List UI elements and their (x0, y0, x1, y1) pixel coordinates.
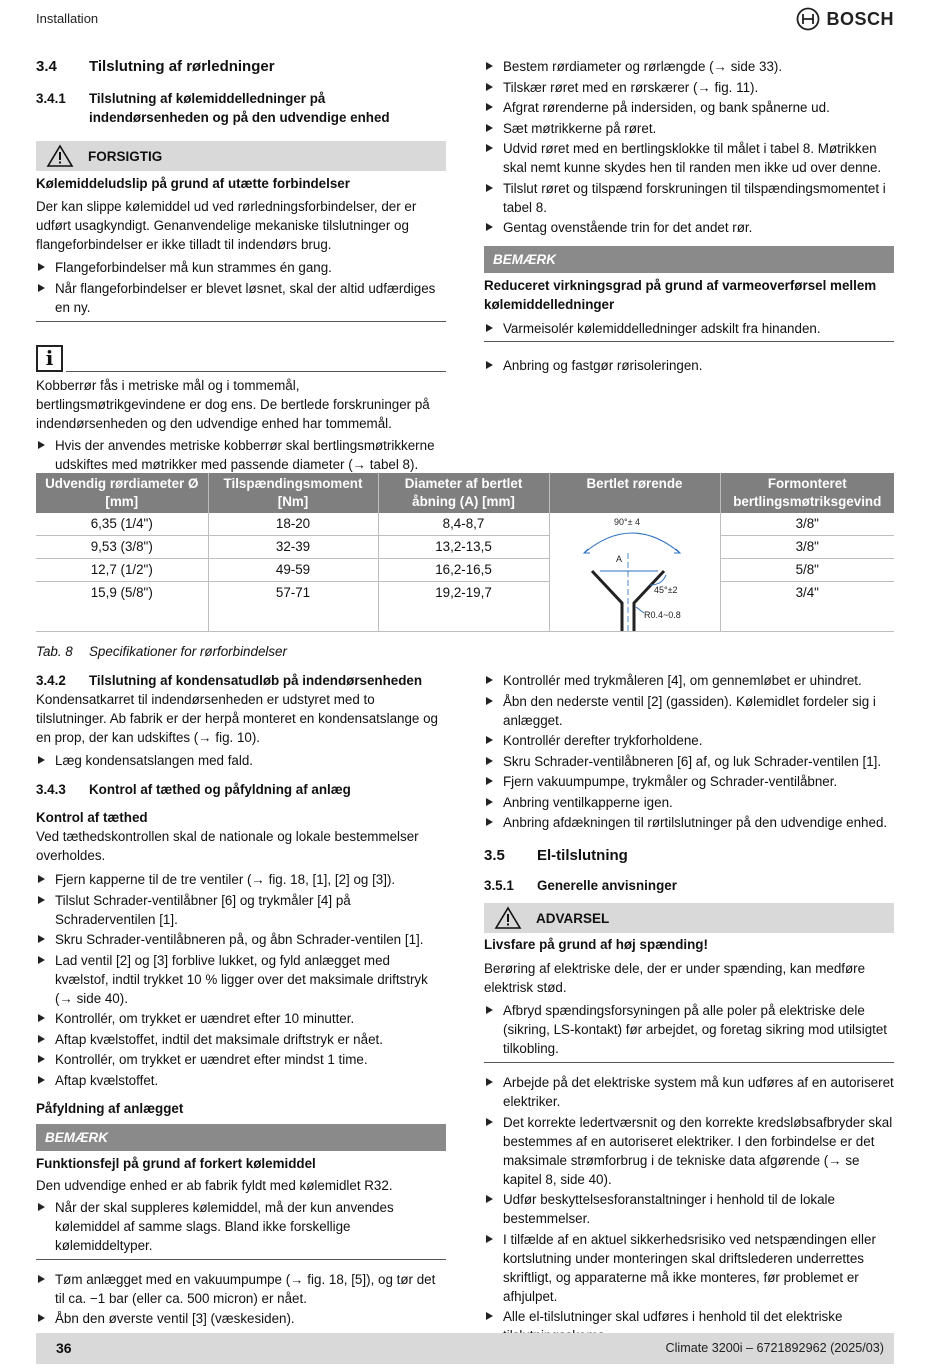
list-item: Åbn den øverste ventil [3] (væskesiden). (36, 1309, 446, 1328)
electrical-list (484, 1073, 894, 1345)
left-column-top (36, 57, 446, 478)
table-cell: 16,2-16,5 (378, 559, 549, 582)
list-item: Tøm anlægget med en vakuumpumpe (→ fig. 18, [5]), og tør det til ca. −1 bar (eller ca. 500 micron) er nået. (36, 1270, 446, 1308)
list-item: Tilslut røret og tilspænd forskruningen til tilspændingsmomentet i tabel 8. (484, 179, 894, 217)
footer-bar (36, 1333, 894, 1364)
note-bar: BEMÆRK (36, 1124, 446, 1151)
info-text: Kobberrør fås i metriske mål og i tommemål, bertlingsmøtrikgevindene er dog ens. De bertlede forskruninger på indendørsenheden og den udvendige enhed har tommemål. (36, 377, 430, 431)
list-item: Udfør beskyttelsesforanstaltninger i henhold til de lokale bestemmelser. (484, 1190, 894, 1228)
list-item: Hvis der anvendes metriske kobberrør skal bertlingsmøtrikkerne udskiftes med møtrikker med passende diameter (→ tabel 8). (36, 436, 446, 474)
divider (484, 341, 894, 342)
list-item: Åbn den nederste ventil [2] (gassiden). Kølemidlet fordeler sig i anlægget. (484, 692, 894, 730)
right-column-bottom (484, 671, 894, 1347)
table-cell: 18-20 (208, 513, 378, 536)
note-list (36, 1198, 446, 1255)
spec-table (36, 473, 894, 632)
list-item: Sæt møtrikkerne på røret. (484, 119, 894, 138)
column-header: Tilspændingsmoment [Nm] (208, 473, 378, 513)
note-list (484, 319, 894, 338)
condensate-text: Kondensatkarret til indendørsenheden er udstyret med to tilslutninger. Ab fabrik er der herpå monteret en kondensatslange og en prop, der kan udskiftes (→ fig. 10). (36, 692, 438, 745)
column-header: Formonteret bertlingsmøtriksgevind (720, 473, 894, 513)
divider (66, 371, 446, 372)
table-row (36, 582, 894, 632)
list-item: Lad ventil [2] og [3] forblive lukket, og fyld anlægget med kvælstof, indtil trykket 10 % ligger over det maksimale driftstryk (→ side 40). (36, 951, 446, 1008)
list-item: Kontrollér derefter trykforholdene. (484, 731, 894, 750)
subheading-leak-test: Kontrol af tæthed (36, 810, 148, 825)
table-row (36, 513, 894, 536)
bosch-logo-icon (796, 7, 820, 31)
step-list (484, 57, 894, 237)
table-cell: 8,4-8,7 (378, 513, 549, 536)
list-item: Anbring ventilkapperne igen. (484, 793, 894, 812)
note-bar: BEMÆRK (484, 246, 894, 273)
list-item: Udvid røret med en bertlingsklokke til målet i tabel 8. Møtrikken skal nemt kunne skydes hen til randen men ikke ud over denne. (484, 139, 894, 177)
list-item: I tilfælde af en aktuel sikkerhedsrisiko ved netspændingen eller kortslutning under monteringen skal driftslederen underrettes skriftligt, og apparaterne må ikke monteres, før problemet er afhjulpet. (484, 1230, 894, 1306)
warning-triangle-icon (46, 144, 74, 168)
list-item: Aftap kvælstoffet, indtil det maksimale driftstryk er nået. (36, 1030, 446, 1049)
list-item: Bestem rørdiameter og rørlængde (→ side 33). (484, 57, 894, 76)
list-item: Arbejde på det elektriske system må kun udføres af en autoriseret elektriker. (484, 1073, 894, 1111)
heading-3-4-2: 3.4.2 Tilslutning af kondensatudløb på indendørsenheden (36, 673, 423, 688)
after-list (484, 356, 894, 375)
list-item: Kontrollér, om trykket er uændret efter 10 minutter. (36, 1009, 446, 1028)
subheading-filling: Påfyldning af anlægget (36, 1100, 184, 1116)
heading-3-4: 3.4 Tilslutning af rørledninger (36, 58, 275, 75)
header-section: Installation (36, 11, 99, 26)
column-header: Diameter af bertlet åbning (A) [mm] (378, 473, 549, 513)
caution-bar: FORSIGTIG (36, 141, 446, 171)
list-item: Når flangeforbindelser er blevet løsnet, skal der altid udfærdiges en ny. (36, 279, 446, 317)
caution-list (36, 258, 446, 317)
table-cell: 12,7 (1/2") (36, 559, 208, 582)
heading-3-5-1: 3.5.1 Generelle anvisninger (484, 878, 677, 893)
table-header-row (36, 473, 894, 513)
table-row (36, 559, 894, 582)
brand-name: BOSCH (826, 8, 894, 29)
divider (36, 1259, 446, 1260)
note-heading: Funktionsfejl på grund af forkert kølemiddel (36, 1155, 316, 1171)
note-heading: Reduceret virkningsgrad på grund af varmeoverførsel mellem kølemiddelledninger (484, 278, 877, 312)
heading-3-4-1: 3.4.1 Tilslutning af kølemiddelledninger på indendørsenheden og på den udvendige enhed (36, 91, 390, 125)
list-item: Det korrekte ledertværsnit og den korrekte kredsløbsafbryder skal bestemmes af en autoriseret elektriker. I den forbindelse er det maksimale strømforbrug i de tekniske data afgørende (→ se kapitel 8, side 40). (484, 1113, 894, 1189)
info-list (36, 436, 446, 474)
list-item: Alle el-tilslutninger skal udføres i henhold til det elektriske (484, 1307, 894, 1345)
list-item: Afgrat rørenderne på indersiden, og bank spånerne ud. (484, 98, 894, 117)
table-cell: 9,53 (3/8") (36, 536, 208, 559)
caution-text: Der kan slippe kølemiddel ud ved rørledningsforbindelser, der er udført usagkyndigt. Genanvendelige mekaniske tilslutninger og flangeforbindelser er ikke tilladt til indendørs brug. (36, 199, 417, 252)
table-cell: 5/8" (720, 559, 894, 582)
figure-label-radius: R0.4~0.8 (643, 610, 681, 620)
column-header: Bertlet rørende (549, 473, 720, 513)
figure-label-angle-top: 90°± 4 (613, 517, 640, 527)
warning-heading: Livsfare på grund af høj spænding! (484, 937, 708, 952)
list-item: Skru Schrader-ventilåbneren [6] af, og luk Schrader-ventilen [1]. (484, 752, 894, 771)
table-cell: 3/8" (720, 513, 894, 536)
table-cell: 49-59 (208, 559, 378, 582)
info-header (36, 345, 446, 372)
column-header: Udvendig rørdiameter Ø [mm] (36, 473, 208, 513)
table-row (36, 536, 894, 559)
list-item: Læg kondensatslangen med fald. (36, 751, 446, 770)
list-item: Anbring og fastgør rørisoleringen. (484, 356, 894, 375)
list-item: Kontrollér med trykmåleren [4], om gennemløbet er uhindret. (484, 671, 894, 690)
list-item: Varmeisolér kølemiddelledninger adskilt fra hinanden. (484, 319, 894, 338)
table-cell: 19,2-19,7 (378, 582, 549, 632)
leak-test-text: Ved tæthedskontrollen skal de nationale og lokale bestemmelser overholdes. (36, 829, 419, 863)
note-text: Den udvendige enhed er ab fabrik fyldt med kølemidlet R32. (36, 1177, 393, 1193)
heading-3-5: 3.5 El-tilslutning (484, 847, 628, 864)
filling-list (36, 1270, 446, 1329)
table-cell: 15,9 (5/8") (36, 582, 208, 632)
list-item: Tilskær røret med en rørskærer (→ fig. 11). (484, 78, 894, 97)
right-column-top (484, 57, 894, 377)
list-item: Flangeforbindelser må kun strammes én gang. (36, 258, 446, 277)
table-cell: 13,2-13,5 (378, 536, 549, 559)
table-cell: 6,35 (1/4") (36, 513, 208, 536)
table-cell: 3/4" (720, 582, 894, 632)
list-item: Skru Schrader-ventilåbneren på, og åbn Schrader-ventilen [1]. (36, 930, 446, 949)
leak-test-list (36, 870, 446, 1090)
info-icon: i (36, 345, 63, 372)
figure-label-a: A (615, 554, 622, 564)
list-item: Aftap kvælstoffet. (36, 1071, 446, 1090)
warning-bar: ADVARSEL (484, 903, 894, 933)
condensate-list (36, 751, 446, 770)
list-item: Fjern kapperne til de tre ventiler (→ fig. 18, [1], [2] og [3]). (36, 870, 446, 889)
table-cell: 57-71 (208, 582, 378, 632)
filling-steps-list (484, 671, 894, 832)
brand-logo (796, 7, 894, 31)
list-item: Kontrollér, om trykket er uændret efter mindst 1 time. (36, 1050, 446, 1069)
page-number: 36 (56, 1340, 72, 1356)
warning-list (484, 1001, 894, 1058)
heading-3-4-3: 3.4.3 Kontrol af tæthed og påfyldning af anlæg (36, 782, 351, 797)
warning-text: Berøring af elektriske dele, der er under spænding, kan medføre elektrisk stød. (484, 961, 866, 995)
list-item: Fjern vakuumpumpe, trykmåler og Schrader-ventilåbner. (484, 772, 894, 791)
warning-triangle-icon (494, 906, 522, 930)
list-item: Anbring afdækningen til rørtilslutninger på den udvendige enhed. (484, 813, 894, 832)
flare-figure-cell (549, 513, 720, 632)
divider (484, 1062, 894, 1063)
flared-pipe-diagram (570, 513, 700, 631)
table-cell: 3/8" (720, 536, 894, 559)
table-cell: 32-39 (208, 536, 378, 559)
caution-heading: Kølemiddeludslip på grund af utætte forbindelser (36, 176, 350, 191)
list-item: Når der skal suppleres kølemiddel, må der kun anvendes kølemiddel af samme slags. Bland ikke forskellige kølemiddeltyper. (36, 1198, 446, 1255)
list-item: Tilslut Schrader-ventilåbner [6] og trykmåler [4] på Schraderventilen [1]. (36, 891, 446, 929)
list-item: Afbryd spændingsforsyningen på alle poler på elektriske dele (sikring, LS-kontakt) før arbejdet, og foretag sikring mod utilsigtet tilkobling. (484, 1001, 894, 1058)
left-column-bottom (36, 671, 446, 1330)
table-caption: Tab. 8 Specifikationer for rørforbindelser (36, 644, 287, 659)
divider (36, 321, 446, 322)
document-id: Climate 3200i – 6721892962 (2025/03) (665, 1341, 884, 1355)
list-item: Gentag ovenstående trin for det andet rør. (484, 218, 894, 237)
figure-label-angle-side: 45°±2 (653, 585, 678, 595)
